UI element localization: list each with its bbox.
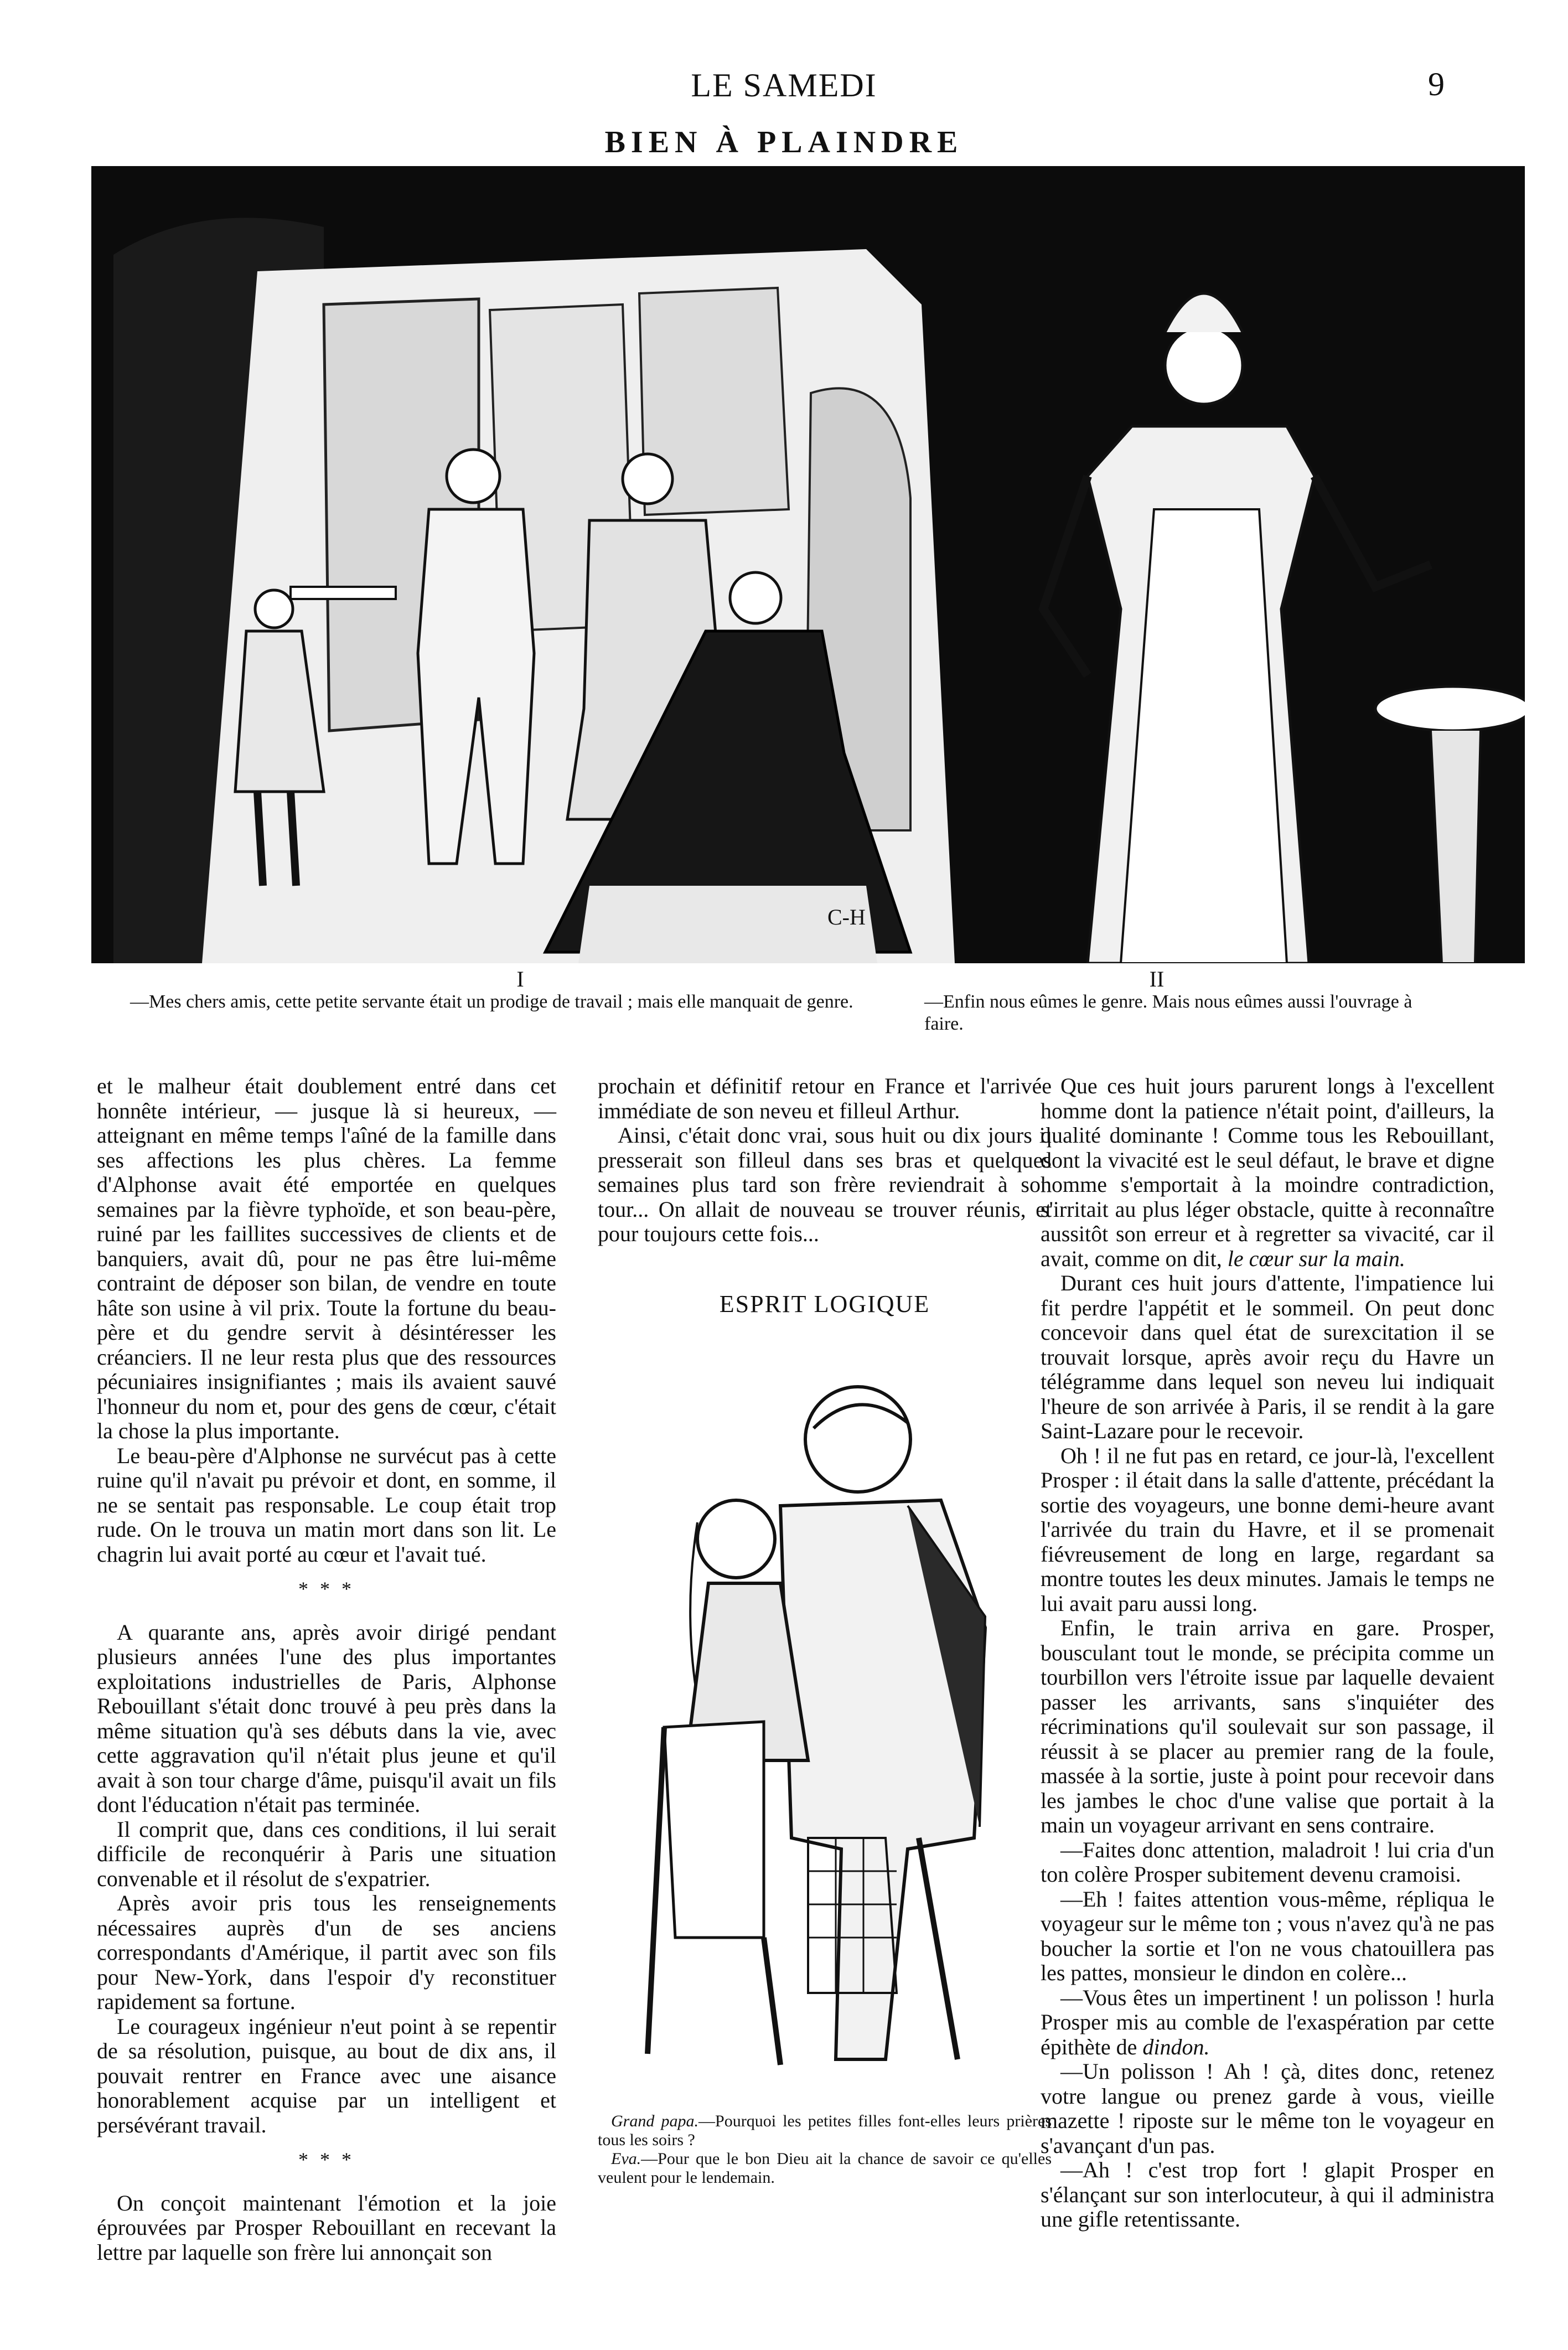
illustration-caption: [598, 2112, 1052, 2187]
section-separator: * * *: [298, 1578, 355, 1600]
panel-one-caption: —Mes chers amis, cette petite servante était un prodige de travail ; mais elle manquait de genre.: [130, 991, 853, 1012]
paragraph: Durant ces huit jours d'attente, l'impatience lui fit perdre l'appétit et le sommeil. On peut donc concevoir dans quel état de surexcitation il se trouvait lorsque, après avoir reçu du Havre un télégramme dans lequel son neveu lui indiquait l'heure de son arrivée à Paris, il se rendit à la gare Saint-Lazare pour le recevoir.: [1041, 1270, 1494, 1443]
artist-signature: C-H: [827, 905, 866, 929]
cartoon-illustration: [91, 166, 1525, 963]
paragraph: —Ah ! c'est trop fort ! glapit Prosper en s'élançant sur son interlocuteur, à qui il administra une gifle retentissante.: [1041, 2157, 1494, 2232]
paragraph-italic: le cœur sur la main.: [1227, 1246, 1405, 1271]
paragraph: Il comprit que, dans ces conditions, il lui serait difficile de reconquérir à Paris une situation convenable et il résolut de s'expatrier.: [97, 1816, 556, 1891]
caption-speaker: Eva.: [611, 2150, 641, 2168]
paragraph: On conçoit maintenant l'émotion et la joie éprouvées par Prosper Rebouillant en recevant la lettre par laquelle son frère lui annonçait son: [97, 2190, 556, 2265]
panel-two-numeral: II: [1149, 967, 1165, 991]
paragraph: Après avoir pris tous les renseignements nécessaires auprès d'un de ses anciens correspondants d'Amérique, il partit avec son fils pour New-York, dans l'espoir d'y reconstituer rapidement sa fortune.: [97, 1891, 556, 2014]
panel-one-numeral: I: [516, 967, 524, 991]
paragraph: [1041, 1986, 1494, 2060]
paragraph: —Un polisson ! Ah ! çà, dites donc, retenez votre langue ou prenez garde à vous, vieille mazette ! riposte sur le même ton le voyageur en s'avançant d'un pas.: [1041, 2059, 1494, 2158]
newspaper-title: LE SAMEDI: [691, 67, 877, 104]
paragraph: Enfin, le train arriva en gare. Prosper, bousculant tout le monde, se précipita comme un tourbillon vers l'étroite issue par laquelle devaient passer les arrivants, sans s'inquiéter des récriminations qu'il soulevait sur son passage, il réussit à se placer au premier rang de la foule, massée à la sortie, juste à point pour recevoir dans les jambes le choc d'une valise que portait à la main un voyageur arrivant en sens contraire.: [1041, 1615, 1494, 1837]
caption-text: —Pourquoi les petites filles font-elles leurs prières tous les soirs ?: [598, 2112, 1052, 2149]
panel-two-caption: —Enfin nous eûmes le genre. Mais nous eûmes aussi l'ouvrage à faire.: [924, 991, 1412, 1034]
paragraph: prochain et définitif retour en France et l'arrivée immédiate de son neveu et filleul Arthur.: [598, 1073, 1052, 1123]
panel-one-drawing: [113, 218, 955, 963]
paragraph: Ainsi, c'était donc vrai, sous huit ou dix jours il presserait son filleul dans ses bras et quelques semaines plus tard son frère reviendrait à son tour... On allait de nouveau se trouver réunis, et pour toujours cette fois...: [598, 1123, 1052, 1246]
cartoon-title: BIEN À PLAINDRE: [604, 125, 964, 159]
paragraph: Le beau-père d'Alphonse ne survécut pas à cette ruine qu'il n'avait pu prévoir et dont, en somme, il ne se sentait pas responsable. Le coup était trop rude. On le trouva un matin mort dans son lit. Le chagrin lui avait porté au cœur et l'avait tué.: [97, 1443, 556, 1567]
article-column-1: [97, 1074, 556, 2265]
paragraph: A quarante ans, après avoir dirigé pendant plusieurs années l'une des plus importantes exploitations industrielles de Paris, Alphonse Rebouillant s'était donc trouvé à peu près dans la même situation qu'à ses débuts dans la vie, avec cette aggravation qu'il n'était plus jeune et qu'il avait à son tour charge d'âme, puisqu'il avait un fils dont l'éducation n'était pas terminée.: [97, 1619, 556, 1817]
section-title: ESPRIT LOGIQUE: [719, 1290, 930, 1318]
paragraph: [1041, 1074, 1494, 1271]
article-column-2: [598, 1074, 1052, 1247]
paragraph-italic: dindon.: [1142, 2034, 1210, 2059]
caption-speaker: Grand papa.: [611, 2112, 699, 2130]
caption-text: —Pour que le bon Dieu ait la chance de savoir ce qu'elles veulent pour le lendemain.: [598, 2150, 1052, 2187]
paragraph-text: —Vous êtes un impertinent ! un polisson ! hurla Prosper mis au comble de l'exaspération par cette épithète de: [1041, 1985, 1494, 2059]
paragraph: Oh ! il ne fut pas en retard, ce jour-là, l'excellent Prosper : il était dans la salle d'attente, précédant la sortie des voyageurs, une bonne demi-heure avant l'arrivée du train du Havre, et il se promenait fiévreusement de long en large, regardant sa montre toutes les deux minutes. Jamais le temps ne lui avait paru aussi long.: [1041, 1443, 1494, 1616]
paragraph-text: Que ces huit jours parurent longs à l'excellent homme dont la patience n'était point, d'ailleurs, la qualité dominante ! Comme tous les Rebouillant, dont la vivacité est le seul défaut, le brave et digne homme s'emportait à la moindre contradiction, s'irritait au plus léger obstacle, quitte à reconnaître aussitôt son erreur et à regretter sa vivacité, car il avait, comme on dit,: [1041, 1073, 1494, 1271]
article-column-3: [1041, 1074, 1494, 2232]
paragraph: et le malheur était doublement entré dans cet honnête intérieur, — jusque là si heureux, — atteignant en même temps l'aîné de la famille dans ses affections les plus chères. La femme d'Alphonse avait été emportée en quelques semaines par la fièvre typhoïde, et son beau-père, ruiné par les faillites successives de clients et de banquiers, avait dû, pour ne pas être lui-même contraint de déposer son bilan, de vendre en toute hâte son usine à vil prix. Toute la fortune du beau-père et du gendre servit à désintéresser les créanciers. Il ne leur resta plus que des ressources pécuniaires insignifiantes ; mais ils avaient sauvé l'honneur du nom et, pour des gens de cœur, c'était la chose la plus importante.: [97, 1073, 556, 1443]
esprit-logique-illustration: [598, 1340, 1052, 2098]
page-number: 9: [1428, 66, 1445, 102]
paragraph: —Eh ! faites attention vous-même, répliqua le voyageur sur le même ton ; vous n'avez qu'à ne pas boucher la sortie et l'on ne vous chatouillera pas les pattes, monsieur le dindon en colère...: [1041, 1886, 1494, 1985]
section-separator: * * *: [298, 2148, 355, 2171]
paragraph: —Faites donc attention, maladroit ! lui cria d'un ton colère Prosper subitement devenu cramoisi.: [1041, 1837, 1494, 1887]
paragraph: Le courageux ingénieur n'eut point à se repentir de sa résolution, puisque, au bout de dix ans, il pouvait rentrer en France avec une aisance honorablement acquise par un intelligent et persévérant travail.: [97, 2013, 556, 2137]
